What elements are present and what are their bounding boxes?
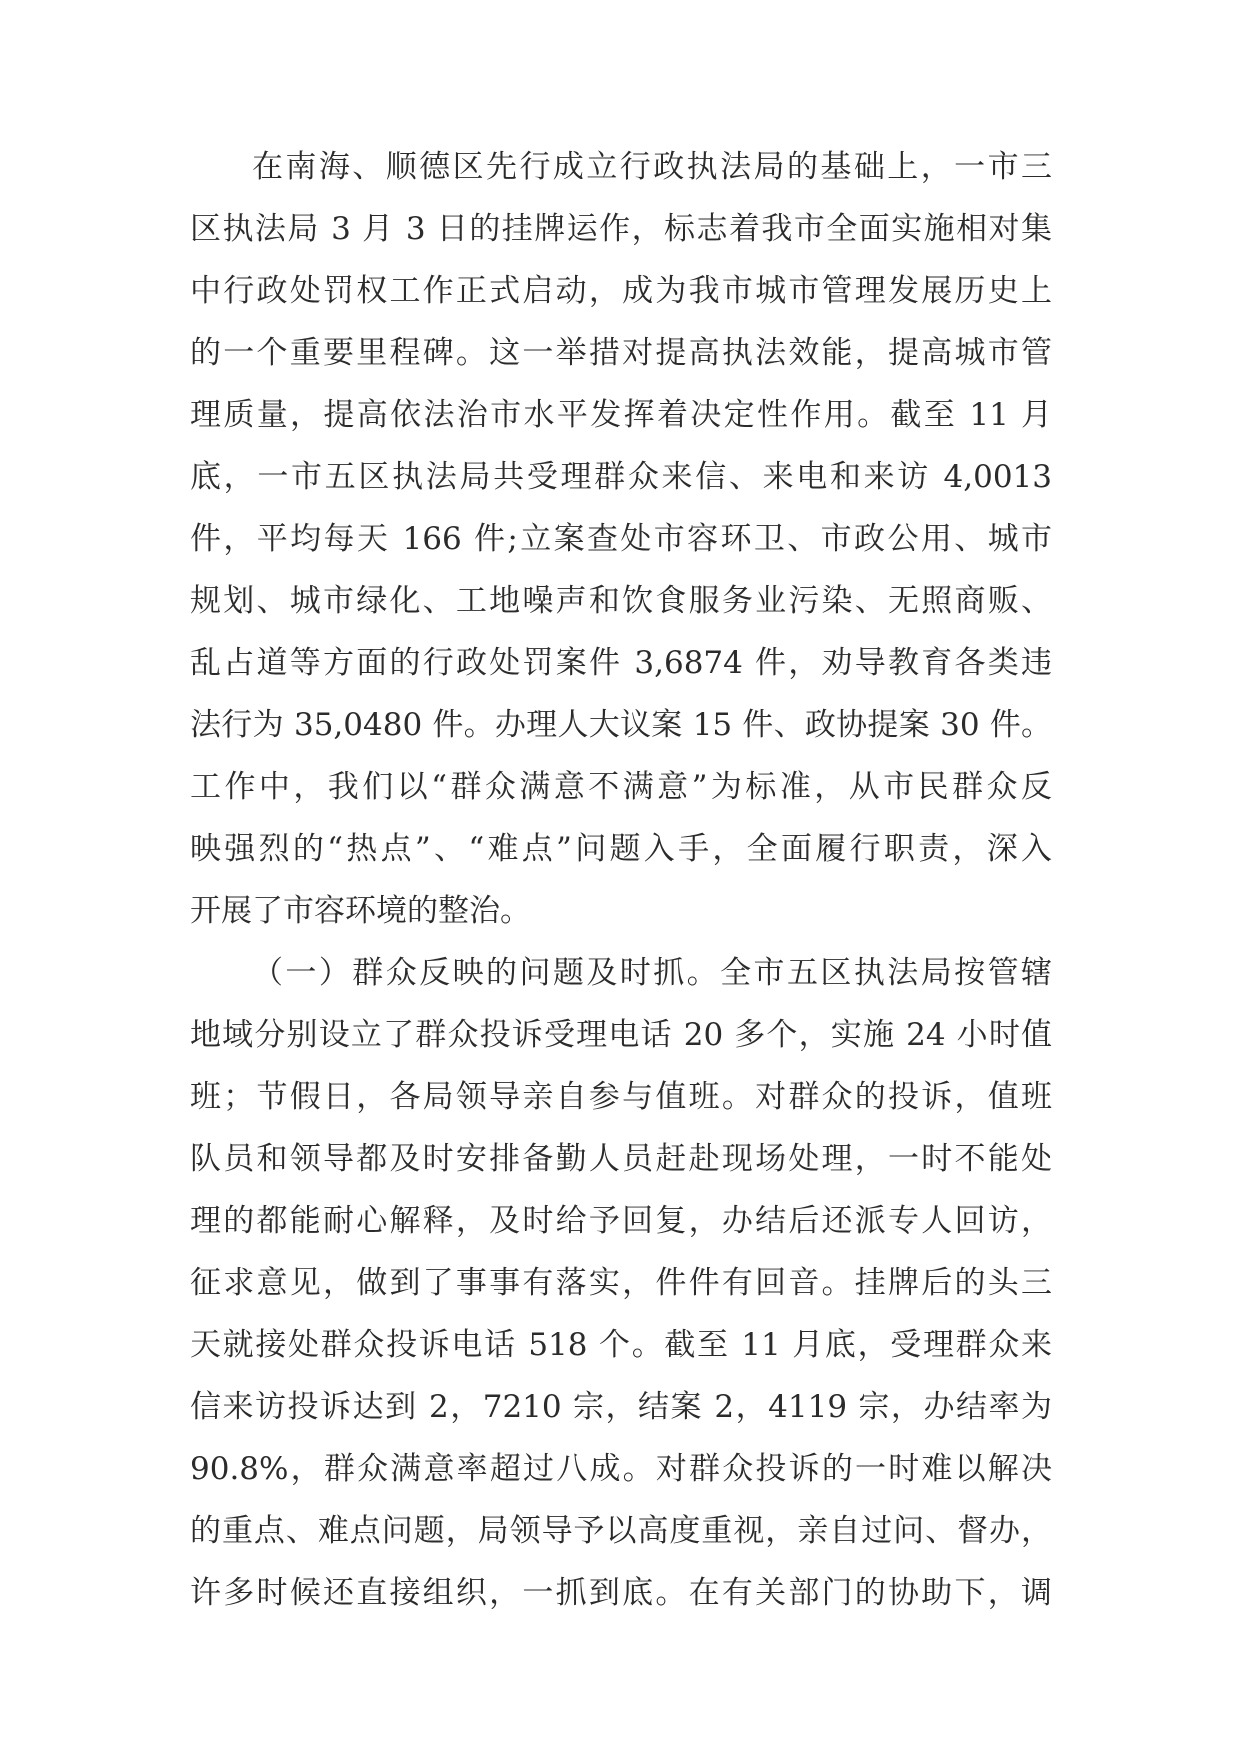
paragraph-2-line-1: （一）群众反映的问题及时抓。全市五区执法局按管辖 xyxy=(252,955,1052,991)
paragraph-1-line-7: 件，平均每天 166 件;立案查处市容环卫、市政公用、城市 xyxy=(190,521,1052,557)
paragraph-2-line-11: 许多时候还直接组织，一抓到底。在有关部门的协助下，调 xyxy=(190,1575,1052,1611)
paragraph-1-line-1: 在南海、顺德区先行成立行政执法局的基础上，一市三 xyxy=(252,149,1052,185)
paragraph-1-line-6: 底，一市五区执法局共受理群众来信、来电和来访 4,0013 xyxy=(190,459,1052,495)
paragraph-1-line-10: 法行为 35,0480 件。办理人大议案 15 件、政协提案 30 件。 xyxy=(190,707,1052,743)
paragraph-1-line-8: 规划、城市绿化、工地噪声和饮食服务业污染、无照商贩、 xyxy=(190,583,1052,619)
paragraph-1-line-5: 理质量，提高依法治市水平发挥着决定性作用。截至 11 月 xyxy=(190,397,1052,433)
paragraph-2-line-7: 天就接处群众投诉电话 518 个。截至 11 月底，受理群众来 xyxy=(190,1327,1052,1363)
paragraph-2-line-5: 理的都能耐心解释，及时给予回复，办结后还派专人回访， xyxy=(190,1203,1052,1239)
paragraph-2-line-10: 的重点、难点问题，局领导予以高度重视，亲自过问、督办， xyxy=(190,1513,1052,1549)
paragraph-1-line-3: 中行政处罚权工作正式启动，成为我市城市管理发展历史上 xyxy=(190,273,1052,309)
paragraph-1-line-4: 的一个重要里程碑。这一举措对提高执法效能，提高城市管 xyxy=(190,335,1052,371)
paragraph-1-line-11: 工作中，我们以“群众满意不满意”为标准，从市民群众反 xyxy=(190,769,1052,805)
paragraph-2-line-8: 信来访投诉达到 2，7210 宗，结案 2，4119 宗，办结率为 xyxy=(190,1389,1052,1425)
paragraph-2-line-4: 队员和领导都及时安排备勤人员赶赴现场处理，一时不能处 xyxy=(190,1141,1052,1177)
paragraph-1-line-13: 开展了市容环境的整治。 xyxy=(190,893,531,929)
paragraph-1-line-12: 映强烈的“热点”、“难点”问题入手，全面履行职责，深入 xyxy=(190,831,1052,867)
paragraph-1-line-9: 乱占道等方面的行政处罚案件 3,6874 件，劝导教育各类违 xyxy=(190,645,1052,681)
paragraph-2-line-3: 班；节假日，各局领导亲自参与值班。对群众的投诉，值班 xyxy=(190,1079,1052,1115)
paragraph-2-line-2: 地域分别设立了群众投诉受理电话 20 多个，实施 24 小时值 xyxy=(190,1017,1052,1053)
paragraph-2-line-6: 征求意见，做到了事事有落实，件件有回音。挂牌后的头三 xyxy=(190,1265,1052,1301)
paragraph-2-line-9: 90.8%，群众满意率超过八成。对群众投诉的一时难以解决 xyxy=(190,1451,1052,1487)
paragraph-1-line-2: 区执法局 3 月 3 日的挂牌运作，标志着我市全面实施相对集 xyxy=(190,211,1052,247)
